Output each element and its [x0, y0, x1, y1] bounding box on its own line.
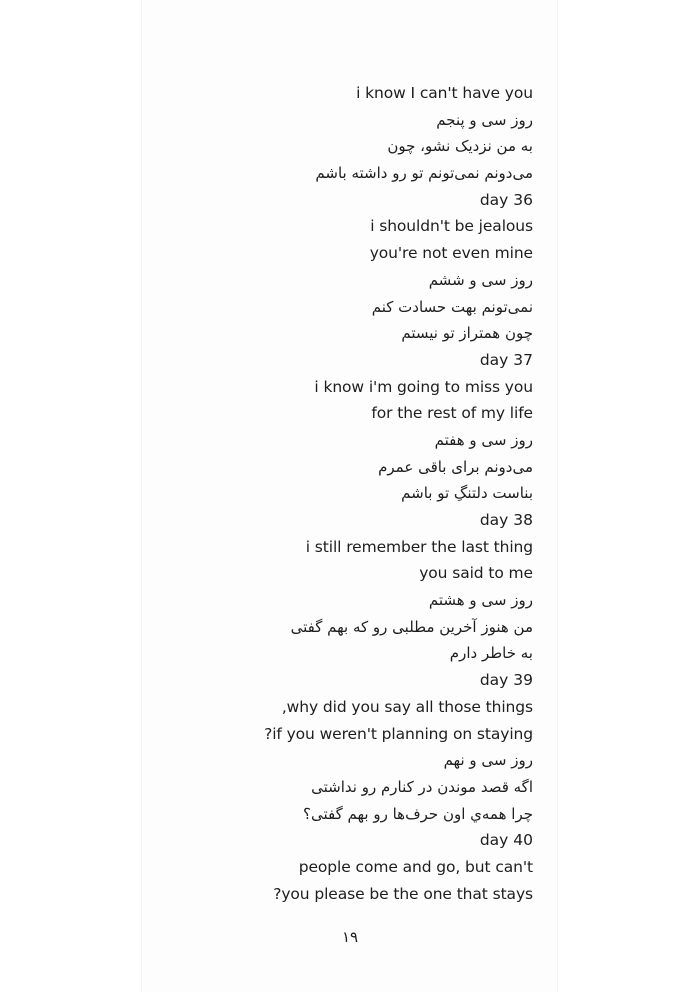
poem-line: نمی‌تونم بهت حسادت کنم — [371, 297, 533, 316]
poem-line: ,why did you say all those things — [281, 697, 533, 716]
poem-line: می‌دونم برای باقی عمرم — [378, 457, 533, 476]
poem-line: i shouldn't be jealous — [370, 217, 533, 236]
poem-line: روز سی و هشتم — [428, 591, 533, 610]
day-heading: day 36 — [479, 190, 533, 209]
poem-line: روز سی و هفتم — [434, 430, 533, 449]
poem-line: you said to me — [419, 564, 533, 583]
poem-line: می‌دونم نمی‌تونم تو رو داشته باشم — [315, 164, 533, 183]
poem-line: ?if you weren't planning on staying — [264, 724, 533, 743]
day-heading: day 39 — [479, 671, 533, 690]
poem-line: روز سی و ششم — [428, 270, 533, 289]
poem-line: چرا همه‌ي اون حرف‌ها رو بهم گفتی؟ — [303, 804, 533, 823]
day-heading: day 38 — [479, 511, 533, 529]
poem-line: به خاطر دارم — [449, 644, 533, 663]
poem-line: i still remember the last thing — [305, 537, 533, 556]
poem-line: i know I can't have you — [356, 84, 533, 102]
day-heading: day 40 — [479, 831, 533, 850]
poem-line: روز سی و پنجم — [436, 110, 533, 129]
poem-line: ?you please be the one that stays — [273, 884, 533, 903]
poem-line: من هنوز آخرین مطلبی رو که بهم گفتی — [290, 617, 533, 636]
poem-line: you're not even mine — [369, 244, 533, 263]
poem-line: بناست دلتنگِ تو باشم — [401, 484, 533, 503]
poem-text — [193, 80, 533, 907]
poem-line: people come and go, but can't — [298, 857, 533, 876]
poem-line: اگه قصد موندن در کنارم رو نداشتی — [311, 777, 533, 796]
poem-line: i know i'm going to miss you — [314, 377, 533, 396]
poem-line: روز سی و نهم — [443, 751, 533, 770]
poem-line: به من نزدیک نشو، چون — [387, 137, 533, 156]
day-heading: day 37 — [479, 350, 533, 369]
poem-line: چون همتراز تو نیستم — [401, 324, 533, 343]
page-number: ۱۹ — [341, 928, 359, 946]
poem-line: for the rest of my life — [371, 404, 533, 423]
